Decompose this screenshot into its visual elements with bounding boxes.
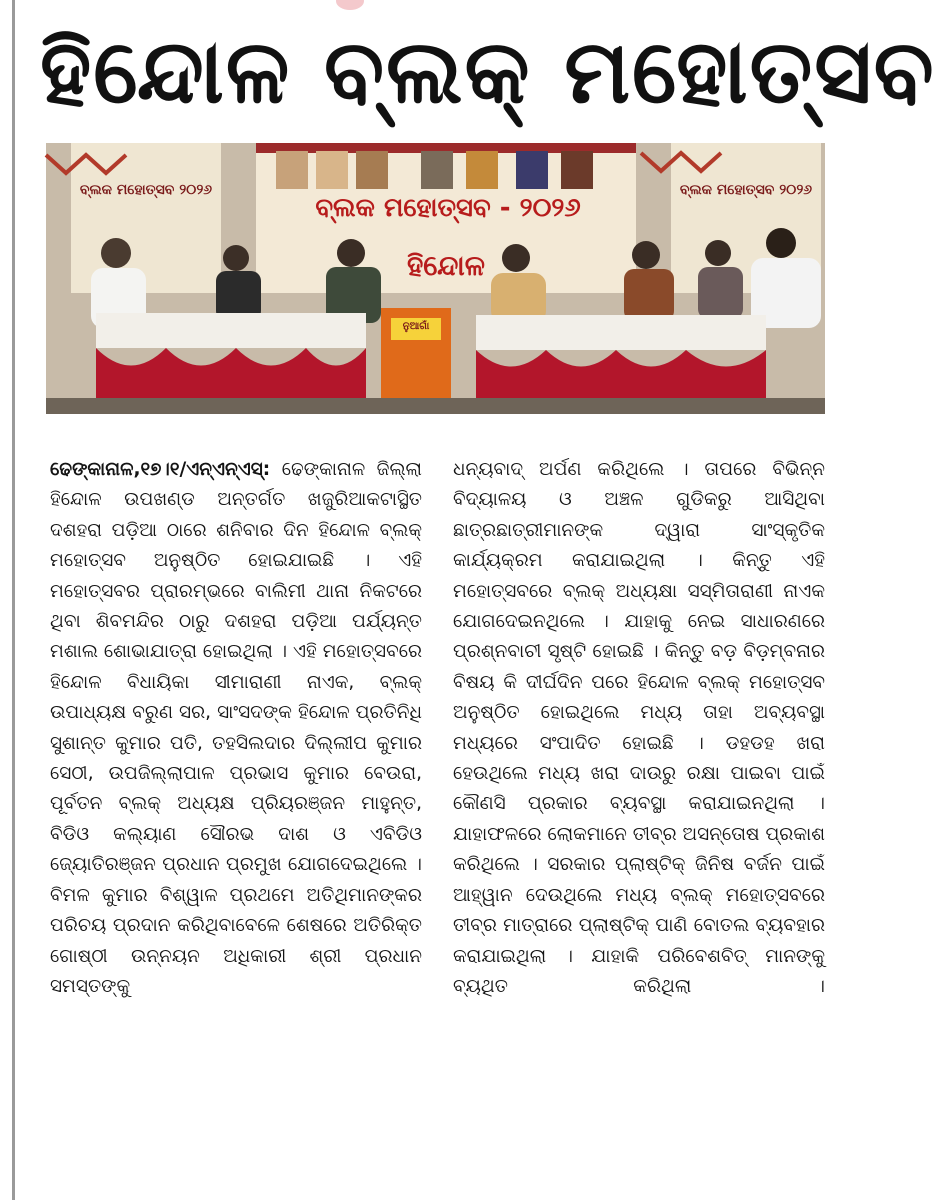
- page-edge-rule: [12, 0, 15, 1200]
- article-column-left: [50, 455, 422, 1190]
- top-decoration: [336, 0, 364, 10]
- table-left-cloth: [96, 313, 366, 348]
- banner-main-text: ବ୍ଲକ ମହୋତ୍ସବ - ୨୦୨୬: [315, 193, 581, 223]
- dateline: ଢେଙ୍କାନାଳ,୧୭।୧/ଏନ୍ଏନ୍ଏସ୍:: [50, 459, 271, 480]
- table-right-cloth: [476, 315, 766, 350]
- article-text-right: ଧନ୍ୟବାଦ୍ ଅର୍ପଣ କରିଥିଲେ । ତାପରେ ବିଭିନ୍ନ ବିଦ୍ୟାଳୟ ଓ ଅଞ୍ଚଳ ଗୁଡିକରୁ ଆସିଥିବା ଛାତ୍ରଛାତ୍ରୀମାନଙ୍କ ଦ୍ୱାରା ସାଂସ୍କୃତିକ କାର୍ଯ୍ୟକ୍ରମ କରାଯାଇଥିଲା । କିନ୍ତୁ ଏହି ମହୋତ୍ସବରେ ବ୍ଲକ୍ ଅଧ୍ୟକ୍ଷା ସସ୍ମିତାରାଣୀ ନାଏକ ଯୋଗଦେଇନଥିଲେ । ଯାହାକୁ ନେଇ ସାଧାରଣରେ ପ୍ରଶ୍ନବାଚୀ ସୃଷ୍ଟି ହୋଇଛି । କିନ୍ତୁ ବଡ଼ ବିଡ଼ମ୍ବନାର ବିଷୟ କି ଦୀର୍ଘଦିନ ପରେ ହିନ୍ଦୋଳ ବ୍ଲକ୍ ମହୋତ୍ସବ ଅନୁଷ୍ଠିତ ହୋଇଥିଲେ ମଧ୍ୟ ତାହା ଅବ୍ୟବସ୍ଥା ମଧ୍ୟରେ ସଂପାଦିତ ହୋଇଛି । ଡହଡହ ଖରା ହେଉଥିଲେ ମଧ୍ୟ ଖରା ଦାଉରୁ ରକ୍ଷା ପାଇବା ପାଇଁ କୌଣସି ପ୍ରକାର ବ୍ୟବସ୍ଥା କରାଯାଇନଥିଲା । ଯାହାଫଳରେ ଲୋକମାନେ ତୀବ୍ର ଅସନ୍ତୋଷ ପ୍ରକାଶ କରିଥିଲେ । ସରକାର ପ୍ଲାଷ୍ଟିକ୍ ଜିନିଷ ବର୍ଜନ ପାଇଁ ଆହ୍ୱାନ ଦେଉଥିଲେ ମଧ୍ୟ ବ୍ଲକ୍ ମହୋତ୍ସବରେ ତୀବ୍ର ମାତ୍ରାରେ ପ୍ଲାଷ୍ଟିକ୍ ପାଣି ବୋତଲ ବ୍ୟବହାର କରାଯାଇଥିଲା । ଯାହାକି ପରିବେଶବିତ୍ ମାନଙ୍କୁ ବ୍ୟଥିତ କରିଥିଲା ।: [453, 459, 825, 997]
- banner-left-text: ବ୍ଲକ ମହୋତ୍ସବ ୨୦୨୬: [79, 182, 213, 198]
- headline: ହିନ୍ଦୋଳ ବ୍ଲକ୍ ମହୋତ୍ସବ: [40, 20, 936, 123]
- banner-sub-text: ହିନ୍ଦୋଳ: [406, 249, 486, 282]
- article-text-left: ଢେଙ୍କାନାଳ ଜିଲ୍ଲା ହିନ୍ଦୋଳ ଉପଖଣ୍ଡ ଅନ୍ତର୍ଗତ ଖଜୁରିଆକଟାସ୍ଥିତ ଦଶହରା ପଡ଼ିଆ ଠାରେ ଶନିବାର ଦିନ ହିନ୍ଦୋଳ ବ୍ଲକ୍ ମହୋତ୍ସବ ଅନୁଷ୍ଠିତ ହୋଇଯାଇଛି । ଏହି ମହୋତ୍ସବର ପ୍ରାରମ୍ଭରେ ବାଲିମୀ ଥାନା ନିକଟରେ ଥିବା ଶିବମନ୍ଦିର ଠାରୁ ଦଶହରା ପଡ଼ିଆ ପର୍ଯ୍ୟନ୍ତ ମଶାଲ ଶୋଭାଯାତ୍ରା ହୋଇଥିଲା । ଏହି ମହୋତ୍ସବରେ ହିନ୍ଦୋଳ ବିଧାୟିକା ସୀମାରାଣୀ ନାଏକ, ବ୍ଲକ୍ ଉପାଧ୍ୟକ୍ଷ ବରୁଣ ସର, ସାଂସଦଙ୍କ ହିନ୍ଦୋଳ ପ୍ରତିନିଧି ସୁଶାନ୍ତ କୁମାର ପତି, ତହସିଲଦାର ଦିଲ୍ଲୀପ କୁମାର ସେଠୀ, ଉପଜିଲ୍ଲାପାଳ ପ୍ରଭାସ କୁମାର ବେଉରା, ପୂର୍ବତନ ବ୍ଲକ୍ ଅଧ୍ୟକ୍ଷ ପ୍ରିୟରଞ୍ଜନ ମାହୁନ୍ତ, ବିଡିଓ କଲ୍ୟାଣ ସୌରଭ ଦାଶ ଓ ଏବିଡିଓ ଜ୍ୟୋତିରଞ୍ଜନ ପ୍ରଧାନ ପ୍ରମୁଖ ଯୋଗଦେଇଥିଲେ । ବିମଳ କୁମାର ବିଶ୍ୱାଳ ପ୍ରଥମେ ଅତିଥିମାନଙ୍କର ପରିଚୟ ପ୍ରଦାନ କରିଥିବାବେଳେ ଶେଷରେ ଅତିରିକ୍ତ ଗୋଷ୍ଠୀ ଉନ୍ନୟନ ଅଧିକାରୀ ଶ୍ରୀ ପ୍ରଧାନ ସମସ୍ତଙ୍କୁ: [50, 459, 422, 997]
- podium-text: ନୁଆଗାଁ: [402, 321, 430, 332]
- banner-left-panel: [71, 143, 221, 293]
- article-body: [50, 455, 825, 1190]
- banner-right-text: ବ୍ଲକ ମହୋତ୍ସବ ୨୦୨୬: [679, 182, 813, 198]
- event-photo: [46, 143, 825, 414]
- article-column-right: [453, 455, 825, 1190]
